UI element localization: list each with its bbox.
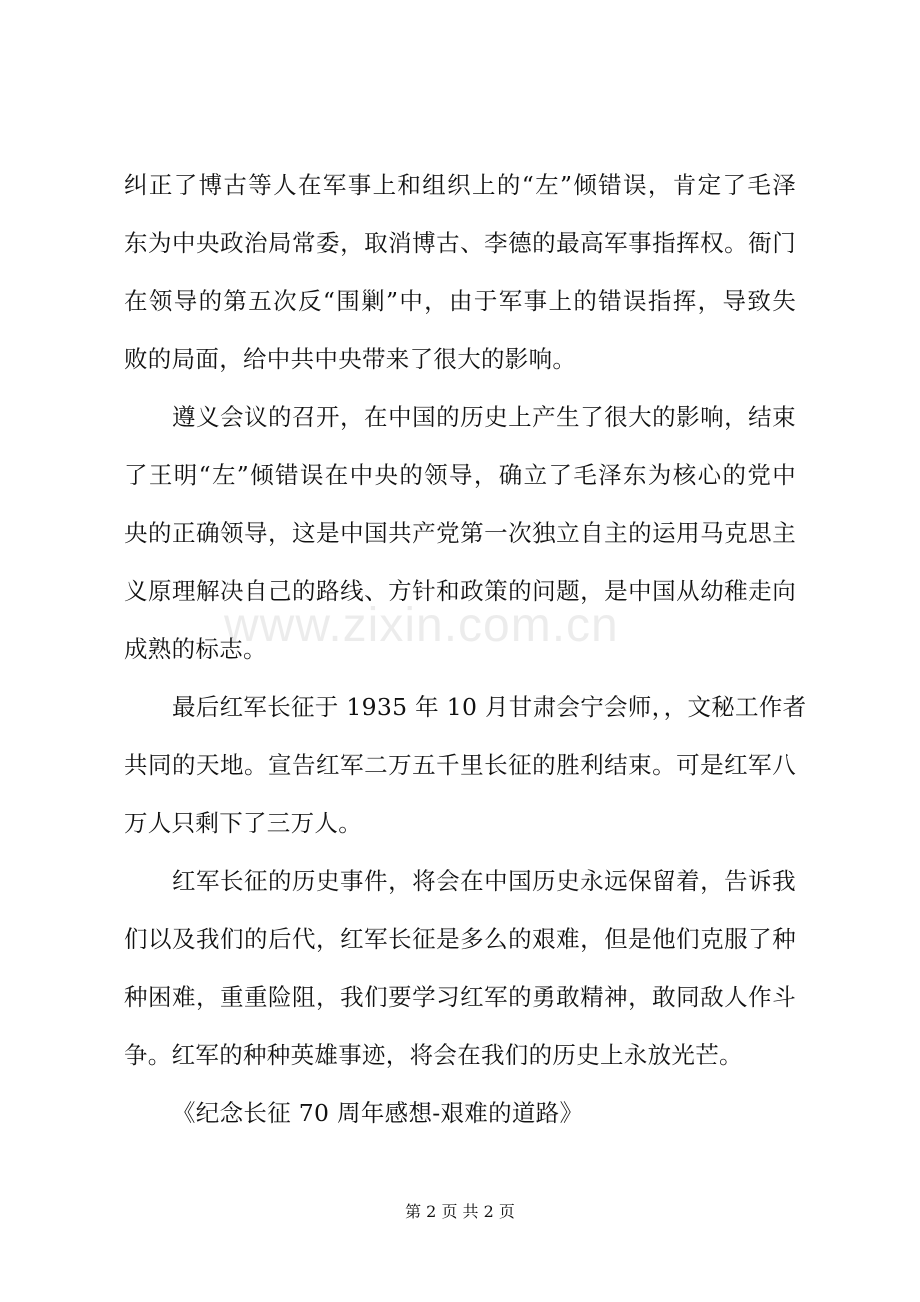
- document-body: [124, 156, 807, 1142]
- text-line: 们以及我们的后代，红军长征是多么的艰难，但是他们克服了种: [124, 925, 796, 953]
- text-line: 争。红军的种种英雄事迹，将会在我们的历史上永放光芒。: [124, 1041, 743, 1069]
- text-line: 遵义会议的召开，在中国的历史上产生了很大的影响，结束: [172, 403, 796, 431]
- closing-title: 《纪念长征 70 周年感想-艰难的道路》: [172, 1099, 584, 1127]
- text-line: 共同的天地。宣告红军二万五千里长征的胜利结束。可是红军八: [124, 751, 796, 779]
- watermark: www.zixin.com.cn: [224, 599, 619, 652]
- text-line: 红军长征的历史事件，将会在中国历史永远保留着，告诉我: [172, 867, 796, 895]
- paragraph: [124, 388, 796, 678]
- text-line: 败的局面，给中共中央带来了很大的影响。: [124, 345, 577, 373]
- text-line: 纠正了博古等人在军事上和组织上的“左”倾错误，肯定了毛泽: [124, 171, 796, 199]
- text-line: 种困难，重重险阻，我们要学习红军的勇敢精神，敢同敌人作斗: [124, 983, 796, 1011]
- text-line: 成熟的标志。: [124, 635, 267, 663]
- text-line: 央的正确领导，这是中国共产党第一次独立自主的运用马克思主: [124, 519, 796, 547]
- text-line: 了王明“左”倾错误在中央的领导，确立了毛泽东为核心的党中: [124, 461, 796, 489]
- page-footer: 第 2 页 共 2 页: [405, 1202, 515, 1221]
- text-line: 在领导的第五次反“围剿”中，由于军事上的错误指挥，导致失: [124, 287, 796, 315]
- text-line: 东为中央政治局常委，取消博古、李德的最高军事指挥权。衙门: [124, 229, 796, 257]
- paragraph: [124, 156, 796, 388]
- text-line: 义原理解决自己的路线、方针和政策的问题，是中国从幼稚走向: [124, 577, 796, 605]
- text-line: 万人只剩下了三万人。: [124, 809, 362, 837]
- paragraph: [124, 678, 807, 852]
- text-line: 最后红军长征于 1935 年 10 月甘肃会宁会师，，文秘工作者: [172, 693, 807, 721]
- paragraph: [124, 852, 796, 1084]
